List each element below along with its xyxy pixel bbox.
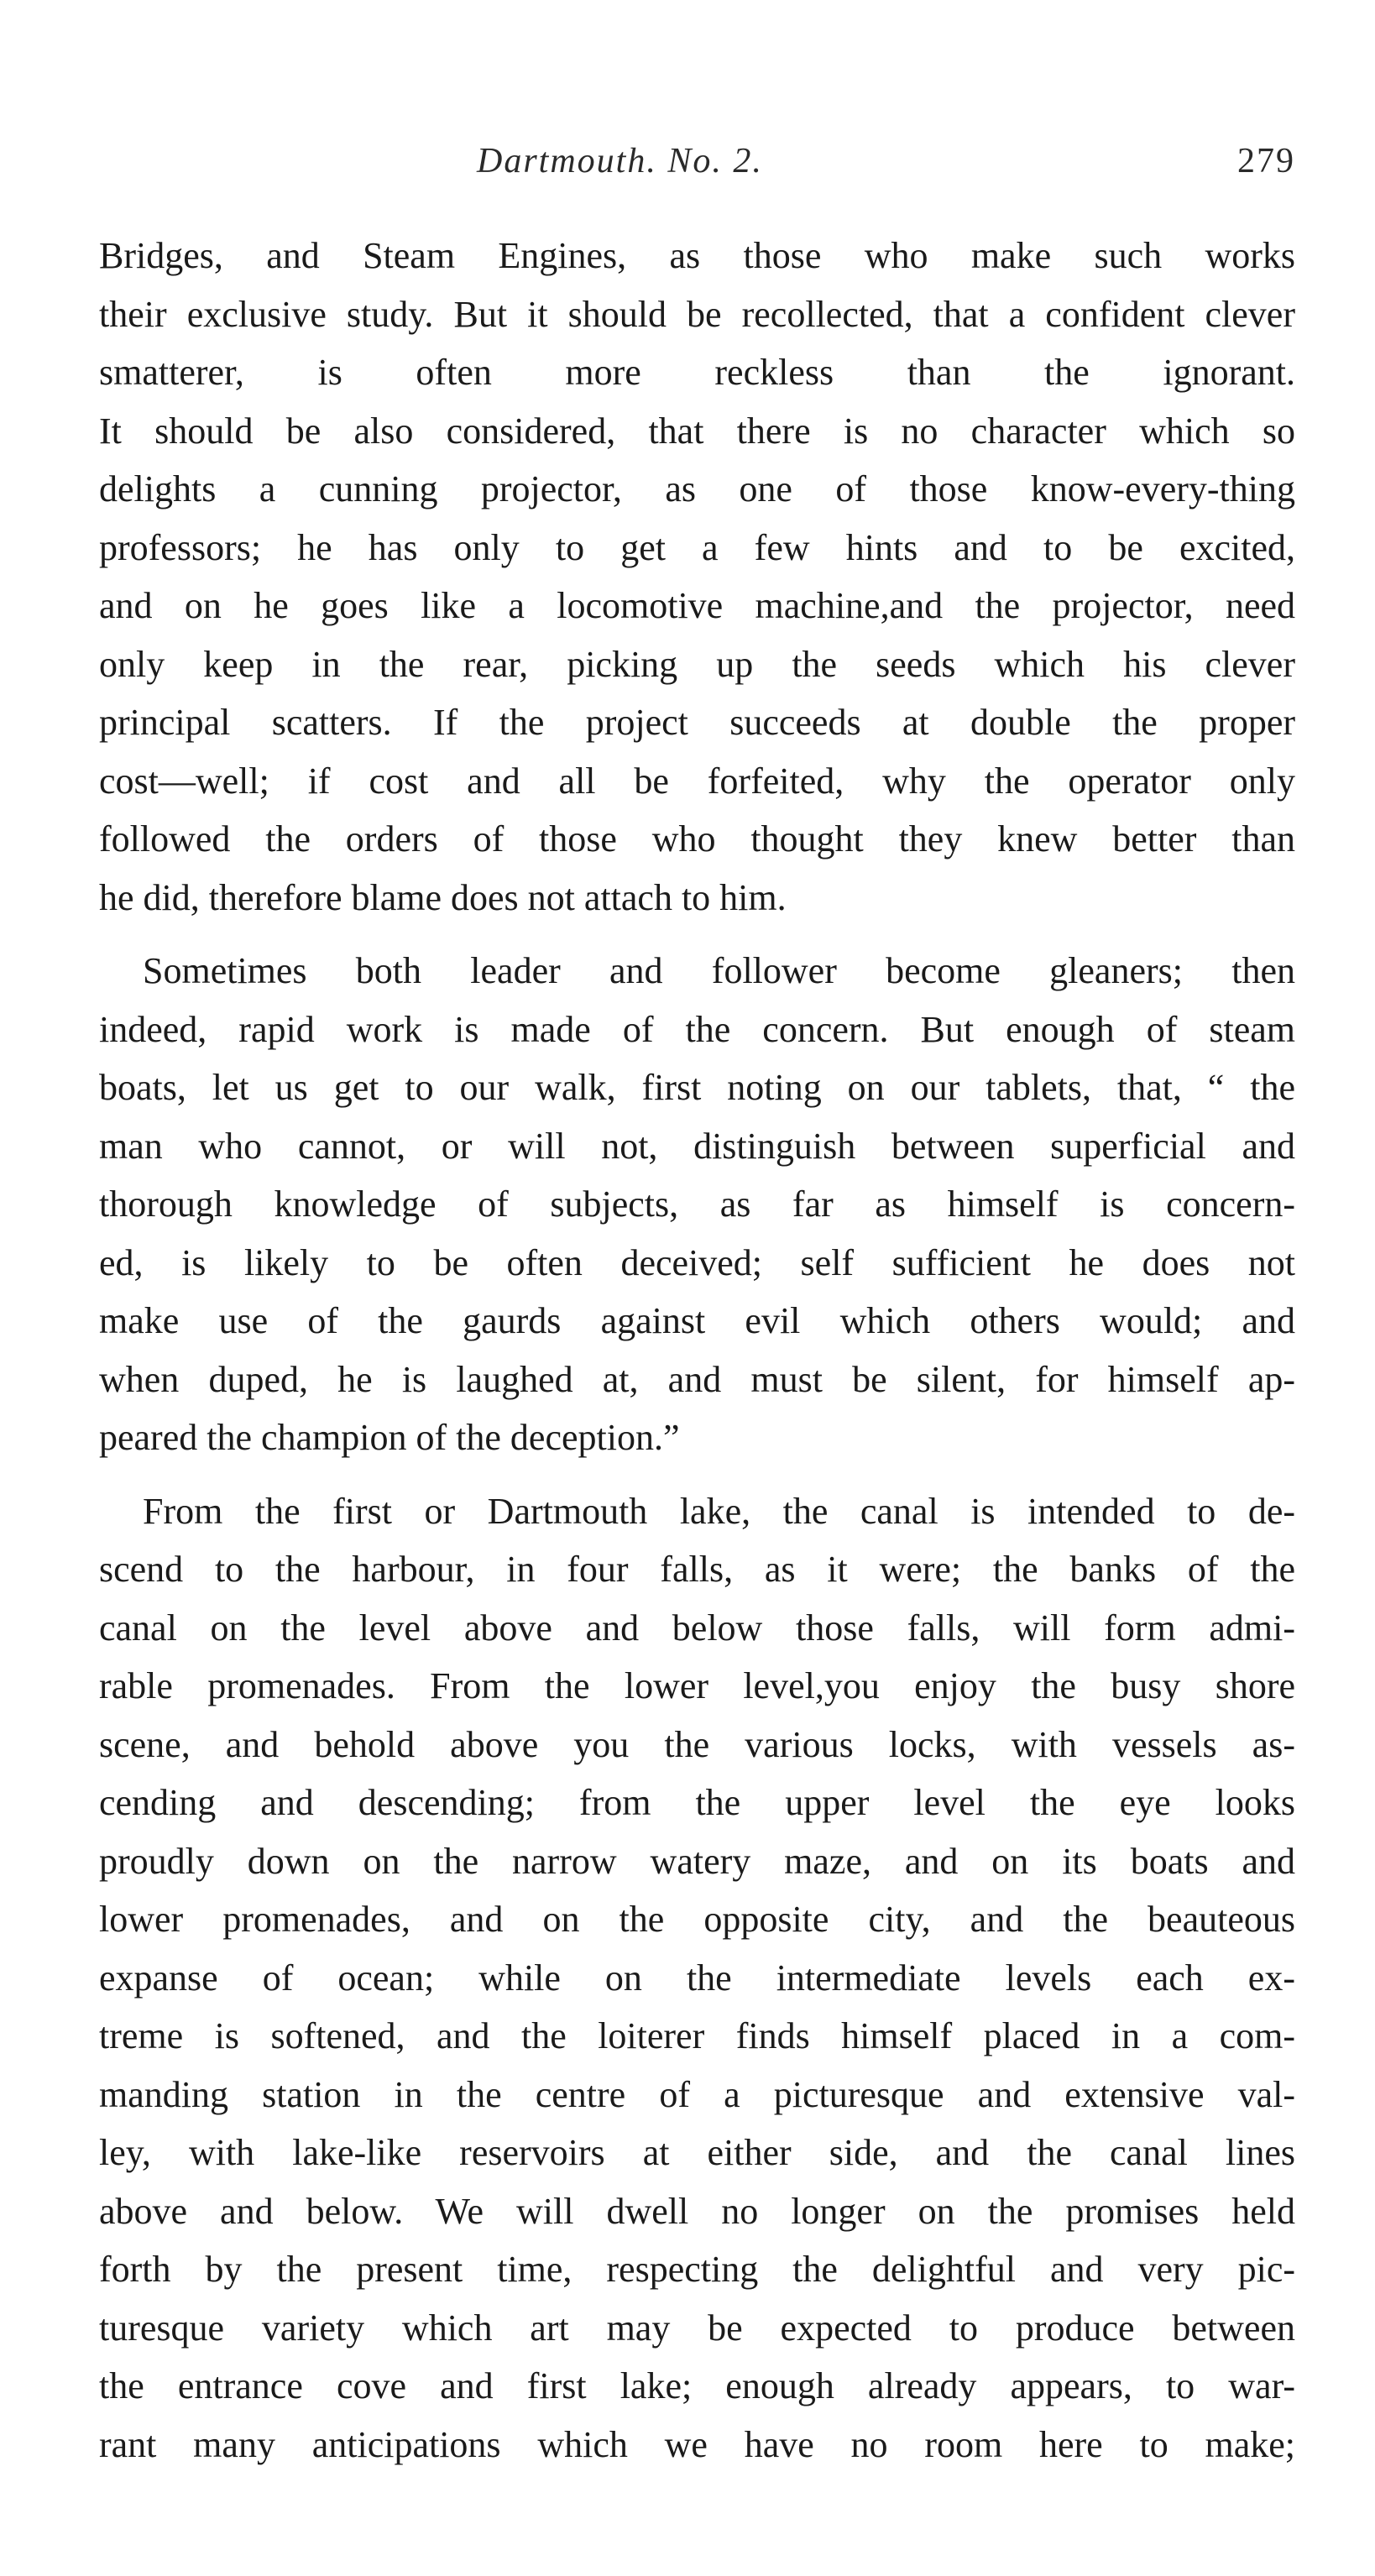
text-line: rant many anticipations which we have no room here to make;: [99, 2423, 1295, 2465]
text-line: proudly down on the narrow watery maze, and on its boats and: [99, 1840, 1295, 1882]
text-line: ley, with lake-like reservoirs at either side, and the canal lines: [99, 2132, 1295, 2173]
text-line: make use of the gaurds against evil which others would; and: [99, 1300, 1295, 1341]
text-line: thorough knowledge of subjects, as far as himself is concern-: [99, 1183, 1295, 1225]
text-line: peared the champion of the deception.”: [99, 1417, 680, 1458]
text-line: cending and descending; from the upper level the eye looks: [99, 1782, 1295, 1823]
text-line: lower promenades, and on the opposite city, and the beauteous: [99, 1899, 1295, 1940]
text-line: above and below. We will dwell no longer on the promises held: [99, 2190, 1295, 2232]
body-text: [99, 227, 1295, 2489]
text-line: From the first or Dartmouth lake, the canal is intended to de-: [143, 1490, 1295, 1532]
text-line: their exclusive study. But it should be recollected, that a confident clever smatterer, is often more reckless than the ignorant.: [99, 293, 1295, 393]
text-line: Bridges, and Steam Engines, as those who make such works: [99, 235, 1295, 276]
text-line: the entrance cove and first lake; enough already appears, to war-: [99, 2365, 1295, 2406]
text-line: cost—well; if cost and all be forfeited, why the operator only: [99, 760, 1295, 802]
text-line: ed, is likely to be often deceived; self sufficient he does not: [99, 1241, 1295, 1283]
text-line: man who cannot, or will not, distinguish between superficial and: [99, 1125, 1295, 1167]
paragraph-3: [99, 1482, 1295, 2474]
text-line: rable promenades. From the lower level,you enjoy the busy shore: [99, 1665, 1295, 1706]
text-line: and on he goes like a locomotive machine,and the projector, need: [99, 585, 1295, 626]
text-line: scend to the harbour, in four falls, as it were; the banks of the: [99, 1549, 1295, 1590]
text-line: scene, and behold above you the various locks, with vessels as-: [99, 1723, 1295, 1765]
text-line: when duped, he is laughed at, and must be silent, for himself ap-: [99, 1358, 1295, 1400]
text-line: followed the orders of those who thought they knew better than: [99, 818, 1295, 860]
text-line: It should be also considered, that there is no character which so: [99, 410, 1295, 452]
text-line: indeed, rapid work is made of the concern. But enough of steam: [99, 1008, 1295, 1050]
running-title: Dartmouth. No. 2.: [477, 142, 763, 180]
text-line: he did, therefore blame does not attach to him.: [99, 876, 787, 918]
text-line: boats, let us get to our walk, first noting on our tablets, that, “ the: [99, 1067, 1295, 1108]
page-number: 279: [1237, 142, 1295, 180]
text-line: expanse of ocean; while on the intermediate levels each ex-: [99, 1957, 1295, 1999]
text-line: treme is softened, and the loiterer finds himself placed in a com-: [99, 2015, 1295, 2056]
text-line: canal on the level above and below those falls, will form admi-: [99, 1607, 1295, 1649]
text-line: turesque variety which art may be expected to produce between: [99, 2307, 1295, 2349]
text-line: Sometimes both leader and follower become gleaners; then: [143, 950, 1295, 991]
text-line: only keep in the rear, picking up the seeds which his clever: [99, 643, 1295, 685]
text-line: professors; he has only to get a few hints and to be excited,: [99, 526, 1295, 568]
text-line: manding station in the centre of a picturesque and extensive val-: [99, 2073, 1295, 2115]
running-head: [99, 141, 1295, 191]
paragraph-1: [99, 227, 1295, 927]
text-line: delights a cunning projector, as one of those know-every-thing: [99, 468, 1295, 509]
paragraph-2: [99, 942, 1295, 1467]
text-line: principal scatters. If the project succeeds at double the proper: [99, 702, 1295, 743]
text-line: forth by the present time, respecting the delightful and very pic-: [99, 2249, 1295, 2290]
